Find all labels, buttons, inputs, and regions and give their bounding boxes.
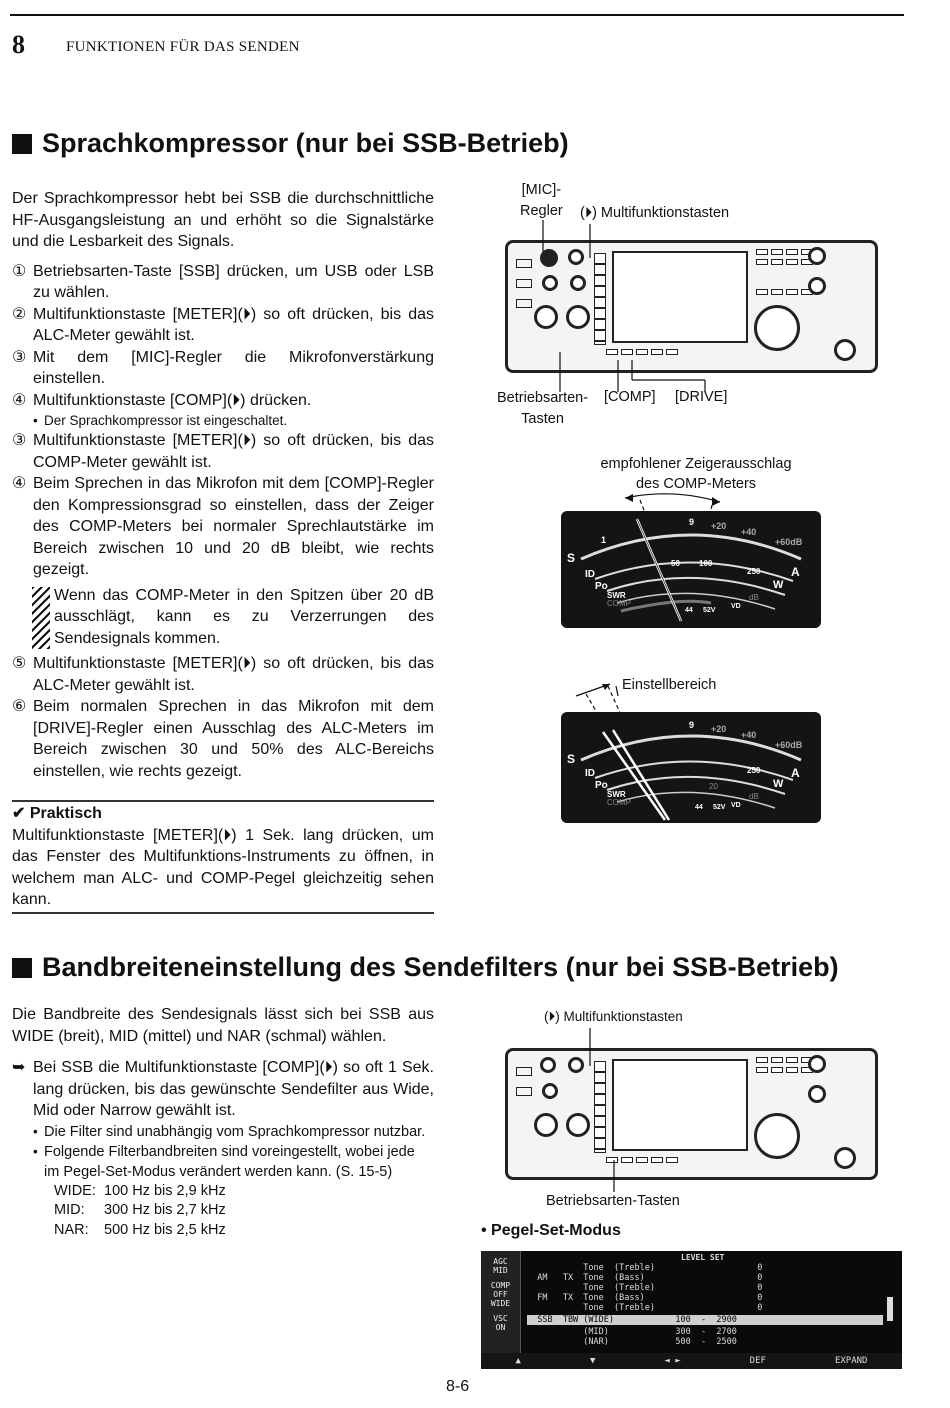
lcd-row: FM TX Tone (Bass) 0: [527, 1293, 763, 1303]
intro-paragraph: Der Sprachkompressor hebt bei SSB die durchschnittliche HF-Ausgangsleistung an und erhöht so die Signalstärke und die Lesbarkeit des Signals.: [12, 190, 434, 250]
step-5: ⑤ Multifunktionstaste [METER](⏵) so oft drücken, bis das ALC-Meter gewählt ist.: [12, 655, 434, 694]
filter-row-mid: MID: 300 Hz bis 2,7 kHz: [54, 1202, 226, 1218]
section-title-tx-filter: Bandbreiteneinstellung des Sendefilters (nur bei SSB-Betrieb): [12, 952, 839, 983]
drive-label: [DRIVE]: [675, 389, 728, 405]
s-tick: +60dB: [775, 537, 803, 547]
po-tick: 50: [671, 559, 680, 568]
vd-tick: 44: [685, 607, 693, 614]
meter-a-label: A: [791, 766, 800, 780]
meter-vd-label: VD: [731, 802, 741, 809]
step-4: ④ Multifunktionstaste [COMP](⏵) drücken.: [12, 391, 312, 409]
step-2: ② Multifunktionstaste [METER](⏵) so oft drücken, bis das ALC-Meter gewählt ist.: [12, 305, 434, 344]
po-tick: 250: [747, 766, 761, 775]
meter-db-label: dB: [749, 593, 759, 602]
lcd-row: AM TX Tone (Bass) 0: [527, 1273, 763, 1283]
s-tick: +60dB: [775, 740, 803, 750]
tip-text: Multifunktionstaste [METER](⏵) 1 Sek. lang drücken, um das Fenster des Multifunktions-Instruments zu öffnen, in welchem man ALC- und COMP-Pegel gleichzeitig sehen kann.: [12, 826, 434, 908]
lcd-side-agc: AGC MID: [493, 1257, 508, 1275]
meter-s-label: S: [567, 752, 576, 766]
meter-w-label: W: [773, 778, 784, 790]
meter2-caption: Einstellbereich: [622, 677, 717, 693]
lcd-row: (MID) 300 - 2700: [527, 1327, 737, 1337]
meter-po-label: Po: [595, 780, 608, 791]
mode-keys-label-2: Betriebsarten-Tasten: [546, 1193, 680, 1209]
meter-comp-label: COMP: [607, 798, 631, 807]
lcd-row: (NAR) 500 - 2500: [527, 1337, 737, 1347]
section2-instruction: ➥ Bei SSB die Multifunktionstaste [COMP](⏵) so oft 1 Sek. lang drücken, bis das gewünschte Sendefilter aus Wide, Mid oder Narrow gewählt ist.: [12, 1057, 434, 1122]
meter-id-label: ID: [585, 768, 595, 779]
s-tick: +40: [741, 527, 757, 537]
step-6: ⑥ Beim normalen Sprechen in das Mikrofon mit dem [DRIVE]-Regler einen Ausschlag des ALC-Meters im Bereich zwischen 30 und 50% des ALC-Bereichs einstellen, wie rechts gezeigt.: [12, 698, 434, 780]
mic-regler-label: [MIC]- Regler: [520, 182, 563, 219]
multifunction-keys-label: (⏵) Multifunktionstasten: [580, 205, 730, 221]
lcd-row: Tone (Treble) 0: [527, 1303, 763, 1313]
s-tick: +40: [741, 730, 757, 740]
meter1-caption: empfohlener Zeigerausschlag des COMP-Meters: [600, 456, 792, 492]
meter-po-label: Po: [595, 581, 608, 592]
filter-note-1: • Die Filter sind unabhängig vom Sprachkompressor nutzbar.: [33, 1123, 426, 1140]
chapter-number: 8: [12, 30, 25, 59]
meter-a-label: A: [791, 565, 800, 579]
meter-w-label: W: [773, 579, 784, 591]
s-tick: +20: [711, 724, 727, 734]
s-tick: 1: [601, 535, 607, 545]
meter-vd-label: VD: [731, 603, 741, 610]
lcd-scrollbar: [887, 1297, 893, 1321]
section2-intro: Die Bandbreite des Sendesignals lässt sich bei SSB aus WIDE (breit), MID (mittel) und NAR (schmal) wählen.: [12, 1006, 434, 1045]
step-4-note: • Der Sprachkompressor ist eingeschaltet.: [33, 413, 288, 428]
mode-keys-label: Betriebsarten- Tasten: [497, 390, 589, 427]
s-tick: 9: [689, 720, 695, 730]
s-tick: +20: [711, 521, 727, 531]
level-set-caption: • Pegel-Set-Modus: [481, 1222, 621, 1239]
level-set-screen: [481, 1251, 902, 1369]
arrow-right-icon: ➥: [12, 1059, 26, 1076]
lcd-row: Tone (Treble) 0: [527, 1263, 763, 1273]
meter-swr-label: SWR: [607, 790, 626, 799]
comp-tick: 20: [709, 782, 718, 791]
filter-note-2: • Folgende Filterbandbreiten sind voreingestellt, wobei jede im Pegel-Set-Modus verändert werden kann. (S. 15-5): [33, 1143, 415, 1180]
lcd-down-button: ▼: [589, 1356, 596, 1366]
tip-title: ✔ Praktisch: [12, 805, 102, 822]
lcd-side-panel: [481, 1251, 521, 1369]
lcd-side-comp: COMP OFF WIDE: [490, 1281, 511, 1308]
chapter-title: FUNKTIONEN FÜR DAS SENDEN: [66, 39, 300, 55]
lcd-function-bar: [481, 1353, 902, 1369]
meter-id-label: ID: [585, 569, 595, 580]
vd-tick: 52V: [713, 804, 726, 811]
warning-note: Wenn das COMP-Meter in den Spitzen über 20 dB ausschlägt, kann es zu Verzerrungen des Sendesignals kommen.: [32, 585, 434, 650]
step-3: ③ Mit dem [MIC]-Regler die Mikrofonverstärkung einstellen.: [12, 348, 434, 387]
lcd-title: LEVEL SET: [681, 1253, 725, 1262]
lcd-up-button: ▲: [515, 1356, 521, 1366]
meter-db-label: dB: [749, 792, 759, 801]
step-1: ① Betriebsarten-Taste [SSB] drücken, um USB oder LSB zu wählen.: [12, 262, 434, 301]
lcd-side-vsc: VSC ON: [493, 1314, 508, 1332]
meter-comp-label: COMP: [607, 599, 631, 608]
lcd-leftright-button: ◄ ►: [664, 1356, 681, 1366]
meter-swr-label: SWR: [607, 591, 626, 600]
vd-tick: 44: [695, 804, 703, 811]
page-number: 8-6: [446, 1378, 470, 1395]
lcd-def-button: DEF: [749, 1356, 766, 1366]
comp-label: [COMP]: [604, 389, 656, 405]
po-tick: 250: [747, 567, 761, 576]
meter-s-label: S: [567, 551, 576, 565]
po-tick: 100: [699, 559, 713, 568]
step-4b: ④ Beim Sprechen in das Mikrofon mit dem [COMP]-Regler den Kompressionsgrad so einstellen, dass der Zeiger des COMP-Meters bei normaler Sprechlautstärke im Bereich zwischen 10 und 20 dB bleibt, wie rechts gezeigt.: [12, 475, 434, 578]
lcd-row-selected: SSB TBW (WIDE) 100 - 2900: [527, 1315, 883, 1325]
filter-row-nar: NAR: 500 Hz bis 2,5 kHz: [54, 1221, 226, 1238]
filter-row-wide: WIDE: 100 Hz bis 2,9 kHz: [54, 1182, 226, 1199]
multifunction-keys-label-2: (⏵) Multifunktionstasten: [544, 1009, 683, 1024]
step-3b: ③ Multifunktionstaste [METER](⏵) so oft drücken, bis das COMP-Meter gewählt ist.: [12, 432, 434, 471]
lcd-expand-button: EXPAND: [834, 1356, 868, 1366]
section-title-compressor: Sprachkompressor (nur bei SSB-Betrieb): [12, 128, 569, 159]
lcd-row: Tone (Treble) 0: [527, 1283, 763, 1293]
s-tick: 9: [689, 517, 695, 527]
vd-tick: 52V: [703, 607, 716, 614]
